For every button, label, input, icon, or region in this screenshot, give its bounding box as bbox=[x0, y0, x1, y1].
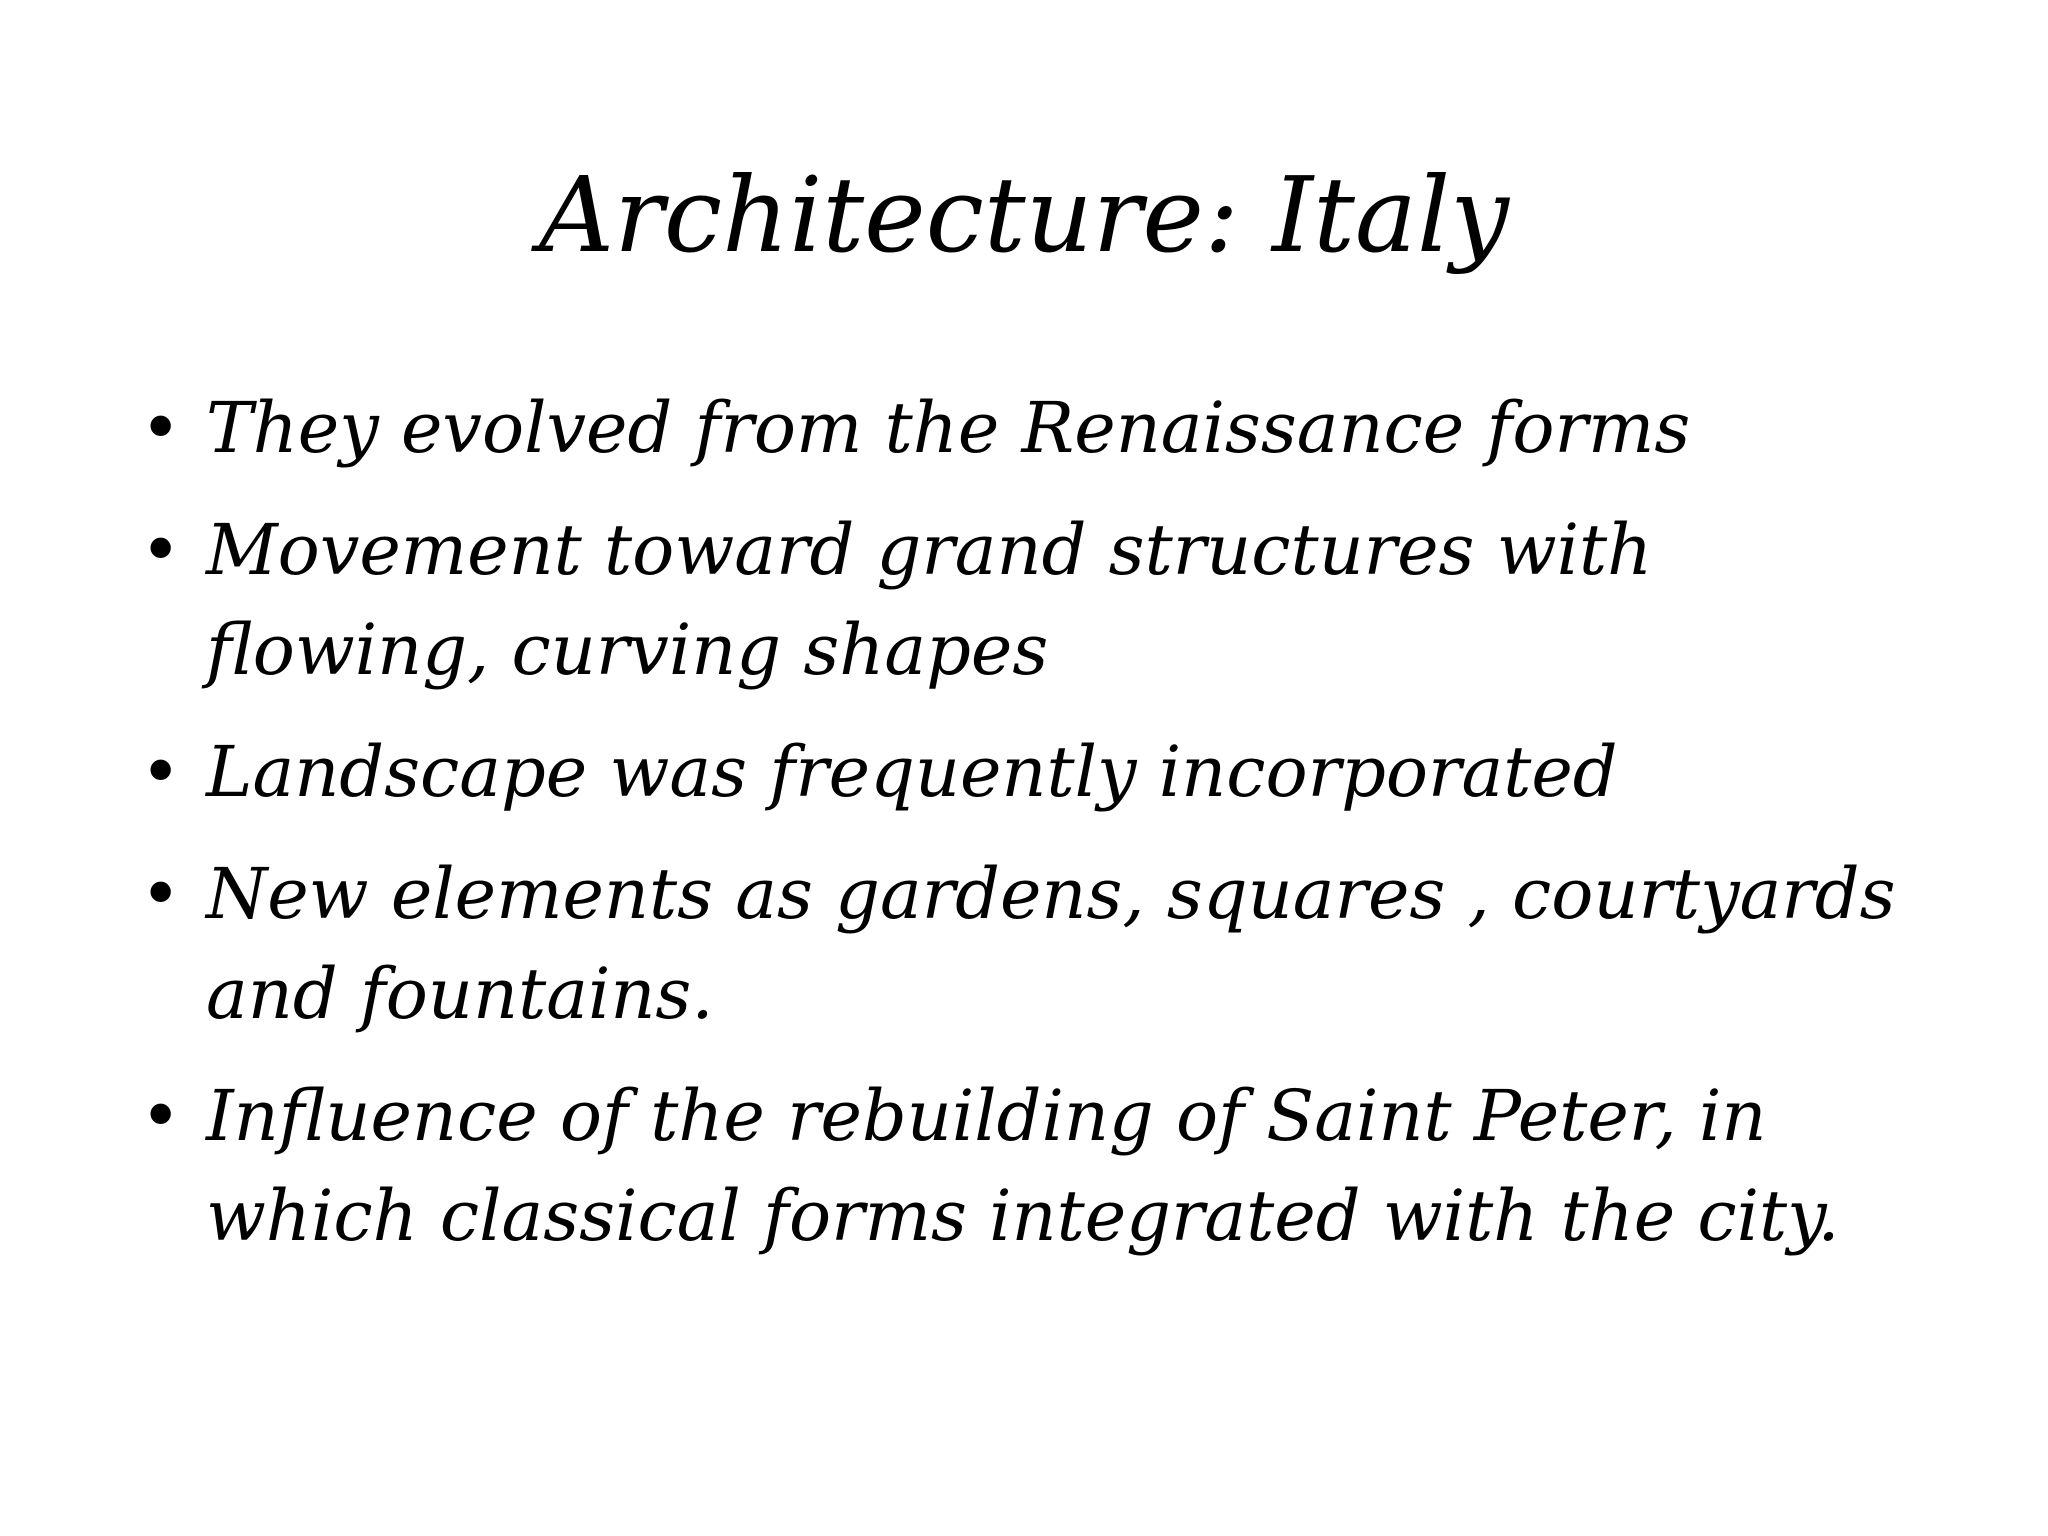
bullet-text: They evolved from the Renaissance forms bbox=[206, 387, 1691, 469]
bullet-icon: • bbox=[140, 731, 182, 813]
bullet-text: Influence of the rebuilding of Saint Peter, in which classical forms integrated with the city. bbox=[206, 1075, 1840, 1257]
bullet-text: New elements as gardens, squares , courtyards and fountains. bbox=[206, 853, 1896, 1035]
bullet-item bbox=[140, 1066, 1920, 1266]
bullet-item bbox=[140, 844, 1920, 1044]
bullet-text: Movement toward grand structures with flowing, curving shapes bbox=[206, 509, 1653, 691]
bullet-icon: • bbox=[140, 509, 182, 591]
bullet-icon: • bbox=[140, 387, 182, 469]
bullet-item bbox=[140, 378, 1920, 478]
bullet-text: Landscape was frequently incorporated bbox=[206, 731, 1618, 813]
bullet-item bbox=[140, 722, 1920, 822]
bullet-icon: • bbox=[140, 1075, 182, 1157]
bullet-list bbox=[140, 378, 1920, 1288]
bullet-icon: • bbox=[140, 853, 182, 935]
slide-title: Architecture: Italy bbox=[539, 154, 1509, 276]
bullet-item bbox=[140, 500, 1920, 700]
